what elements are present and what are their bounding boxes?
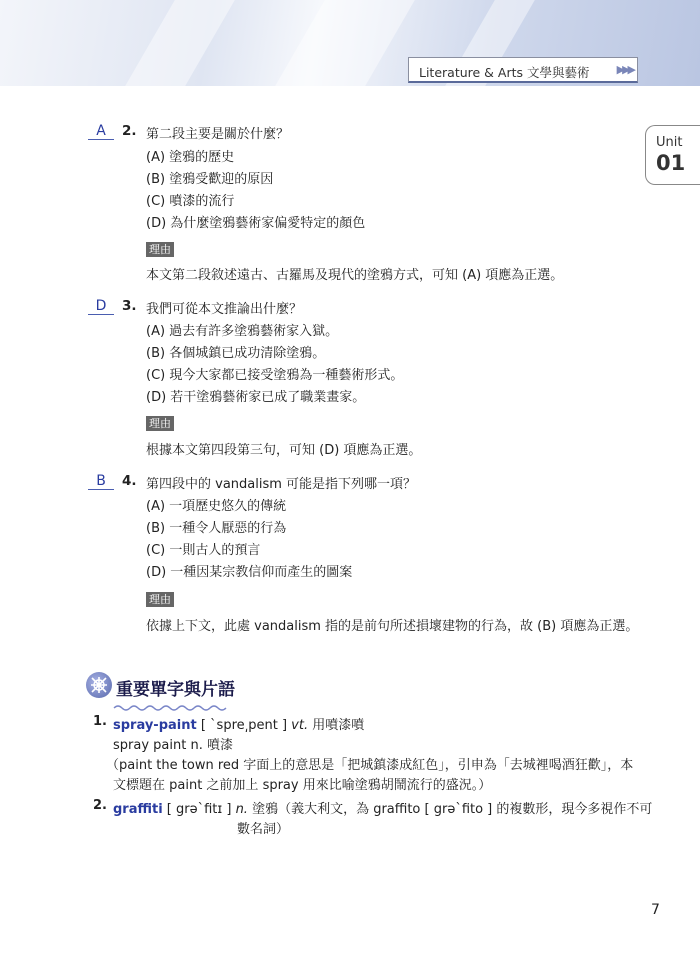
option-b: (B) 塗鴉受歡迎的原因	[146, 172, 274, 187]
vocab-title: 重要單字與片語	[116, 680, 235, 700]
unit-label: Unit	[656, 135, 683, 150]
reason-label: 理由	[146, 416, 174, 431]
vocab-pron: [ ˋspre͵pent ]	[196, 718, 292, 733]
unit-tab	[645, 125, 700, 185]
option-d: (D) 若干塗鴉藝術家已成了職業畫家。	[146, 390, 366, 405]
vocab-note: 文標題在 paint 之前加上 spray 用來比喻塗鴉胡鬧流行的盛況。）	[113, 778, 492, 793]
vocab-word: spray-paint	[113, 718, 197, 733]
answer-blank: D	[88, 298, 114, 315]
question-text: 我們可從本文推論出什麼？	[146, 302, 303, 317]
vocab-entry	[113, 714, 364, 733]
question-number: 2.	[122, 123, 137, 139]
reason-label: 理由	[146, 242, 174, 257]
option-c: (C) 噴漆的流行	[146, 194, 235, 209]
reason-text: 本文第二段敘述遠古、古羅馬及現代的塗鴉方式，可知 (A) 項應為正選。	[146, 268, 564, 283]
vocab-icon	[86, 672, 112, 698]
vocab-note: （paint the town red 字面上的意思是「把城鎮漆成紅色」，引申為「去城裡喝酒狂歡」，本	[106, 758, 634, 773]
vocab-number: 1.	[93, 714, 107, 729]
vocab-line: spray paint n. 噴漆	[113, 738, 233, 753]
answer-blank: B	[88, 473, 114, 490]
option-a: (A) 一項歷史悠久的傳統	[146, 499, 287, 514]
option-c: (C) 一則古人的預言	[146, 543, 261, 558]
unit-number: 01	[656, 151, 686, 175]
wavy-underline	[86, 704, 236, 712]
question-number: 3.	[122, 298, 137, 314]
option-d: (D) 為什麼塗鴉藝術家偏愛特定的顏色	[146, 216, 366, 231]
section-header	[408, 57, 638, 83]
answer-blank: A	[88, 123, 114, 140]
vocab-pos: n.	[235, 802, 248, 817]
vocab-pron: [ grəˋfitɪ ]	[162, 802, 236, 817]
vocab-pos: vt.	[291, 718, 309, 733]
option-c: (C) 現今大家都已接受塗鴉為一種藝術形式。	[146, 368, 404, 383]
question-text: 第二段主要是關於什麼？	[146, 127, 290, 142]
question-text: 第四段中的 vandalism 可能是指下列哪一項？	[146, 477, 417, 492]
question-number: 4.	[122, 473, 137, 489]
section-label: Literature & Arts 文學與藝術	[419, 65, 590, 80]
page-number: 7	[651, 902, 660, 918]
vocab-meaning: 塗鴉（義大利文，為 graffito [ grəˋfito ] 的複數形，現今多視作不可	[247, 802, 653, 817]
reason-text: 依據上下文，此處 vandalism 指的是前句所述損壞建物的行為，故 (B) 項應為正選。	[146, 619, 639, 634]
option-a: (A) 過去有許多塗鴉藝術家入獄。	[146, 324, 339, 339]
option-b: (B) 各個城鎮已成功清除塗鴉。	[146, 346, 326, 361]
option-b: (B) 一種令人厭惡的行為	[146, 521, 287, 536]
option-d: (D) 一種因某宗教信仰而產生的圖案	[146, 565, 353, 580]
vocab-word: graffiti	[113, 802, 163, 817]
vocab-number: 2.	[93, 798, 107, 813]
reason-label: 理由	[146, 592, 174, 607]
vocab-line: 數名詞）	[237, 822, 290, 837]
arrows-icon: ▶▶▶	[616, 63, 633, 76]
vocab-entry	[113, 798, 652, 817]
vocab-meaning: 用噴漆噴	[308, 718, 365, 733]
option-a: (A) 塗鴉的歷史	[146, 150, 235, 165]
reason-text: 根據本文第四段第三句，可知 (D) 項應為正選。	[146, 443, 422, 458]
